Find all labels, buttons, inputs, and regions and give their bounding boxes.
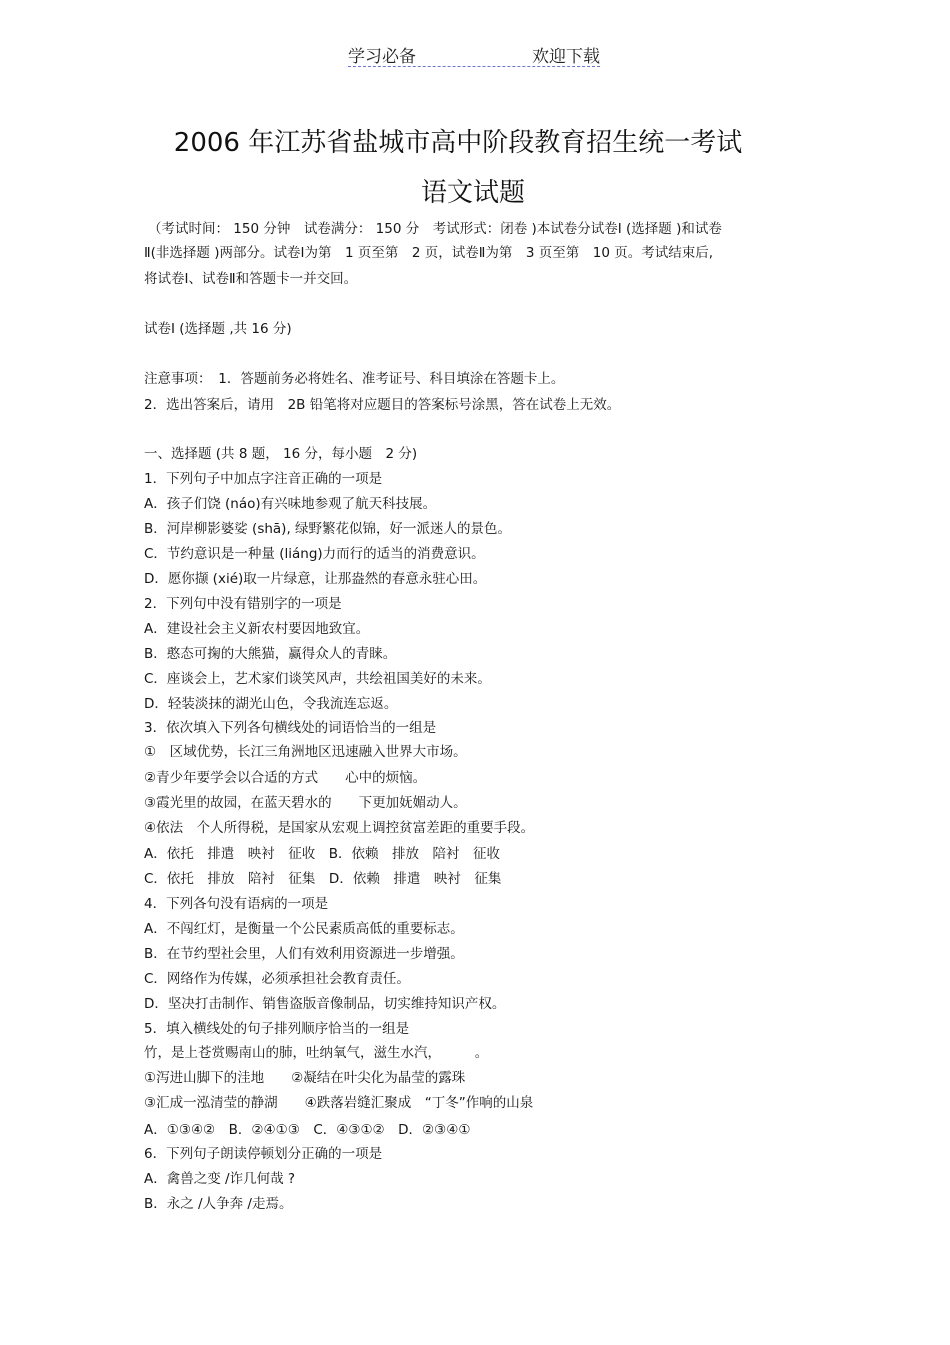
q1-option-c: C．节约意识是一种量 (liáng)力而行的适当的消费意识。	[144, 546, 485, 562]
q5-items-1-2: ①泻进山脚下的洼地 ②凝结在叶尖化为晶莹的露珠	[144, 1070, 466, 1086]
q2-option-a: A．建设社会主义新农村要因地致宜。	[144, 621, 370, 637]
section-heading-choice: 一、选择题 (共 8 题， 16 分，每小题 2 分)	[144, 446, 418, 462]
q2-option-c: C．座谈会上，艺术家们谈笑风声，共绘祖国美好的未来。	[144, 671, 491, 687]
section-heading-part1: 试卷Ⅰ (选择题 ,共 16 分)	[144, 321, 292, 337]
q5-options: A．①③④② B．②④①③ C．④③①② D．②③④①	[144, 1122, 471, 1138]
q5-items-3-4: ③汇成一泓清莹的静湖 ④跌落岩缝汇聚成 “丁冬”作响的山泉	[144, 1095, 534, 1111]
q2-option-b: B．憨态可掬的大熊猫，赢得众人的青睐。	[144, 646, 397, 662]
exam-subtitle: 语文试题	[420, 178, 525, 208]
exam-info-line-2: Ⅱ(非选择题 )两部分。试卷Ⅰ为第 1 页至第 2 页，试卷Ⅱ为第 3 页至第 10 页。考试结束后,	[144, 245, 713, 261]
q2-option-d: D．轻装淡抹的湖光山色，令我流连忘返。	[144, 696, 398, 712]
q1-option-d: D．愿你撷 (xié)取一片绿意，让那盎然的春意永驻心田。	[144, 571, 487, 587]
q1-option-b: B．河岸柳影婆娑 (shā), 绿野繁花似锦，好一派迷人的景色。	[144, 521, 512, 537]
question-1: 1．下列句子中加点字注音正确的一项是	[144, 471, 383, 487]
question-3: 3．依次填入下列各句横线处的词语恰当的一组是	[144, 720, 437, 736]
q4-option-d: D．坚决打击制作、销售盗版音像制品，切实维持知识产权。	[144, 996, 506, 1012]
q4-option-b: B．在节约型社会里，人们有效利用资源进一步增强。	[144, 946, 464, 962]
q1-option-a: A．孩子们饶 (náo)有兴味地参观了航天科技展。	[144, 496, 437, 512]
q6-option-b: B．永之 /人争奔 /走焉。	[144, 1196, 293, 1212]
notice-line-1: 注意事项： 1．答题前务必将姓名、准考证号、科目填涂在答题卡上。	[144, 371, 565, 387]
q3-sentence-4: ④依法 个人所得税，是国家从宏观上调控贫富差距的重要手段。	[144, 820, 535, 836]
q5-passage: 竹，是上苍赏赐南山的肺，吐纳氧气，滋生水汽， 。	[144, 1045, 489, 1061]
question-5: 5．填入横线处的句子排列顺序恰当的一组是	[144, 1021, 410, 1037]
question-4: 4．下列各句没有语病的一项是	[144, 896, 329, 912]
header-right-text: 欢迎下载	[532, 47, 600, 67]
q3-sentence-3: ③霞光里的故园，在蓝天碧水的 下更加妩媚动人。	[144, 795, 467, 811]
notice-line-2: 2．选出答案后，请用 2B 铅笔将对应题目的答案标号涂黑，答在试卷上无效。	[144, 397, 621, 413]
q3-sentence-1: ① 区域优势，长江三角洲地区迅速融入世界大市场。	[144, 744, 467, 760]
q3-options-ab: A．依托 排遣 映衬 征收 B．依赖 排放 陪衬 征收	[144, 846, 500, 862]
q3-options-cd: C．依托 排放 陪衬 征集 D．依赖 排遣 映衬 征集	[144, 871, 502, 887]
header-left-text: 学习必备	[348, 47, 416, 67]
exam-info-line-1: （考试时间： 150 分钟 试卷满分： 150 分 考试形式：闭卷 )本试卷分试卷Ⅰ (选择题 )和试卷	[148, 221, 722, 237]
q4-option-a: A．不闯红灯，是衡量一个公民素质高低的重要标志。	[144, 921, 464, 937]
q6-option-a: A．禽兽之变 /诈几何哉 ?	[144, 1171, 296, 1187]
q4-option-c: C．网络作为传媒，必须承担社会教育责任。	[144, 971, 410, 987]
exam-info-line-3: 将试卷Ⅰ、试卷Ⅱ和答题卡一并交回。	[144, 271, 358, 287]
question-6: 6．下列句子朗读停顿划分正确的一项是	[144, 1146, 383, 1162]
page-header	[348, 40, 600, 67]
question-2: 2．下列句中没有错别字的一项是	[144, 596, 342, 612]
q3-sentence-2: ②青少年要学会以合适的方式 心中的烦恼。	[144, 770, 427, 786]
exam-title: 2006 年江苏省盐城市高中阶段教育招生统一考试	[173, 128, 743, 158]
